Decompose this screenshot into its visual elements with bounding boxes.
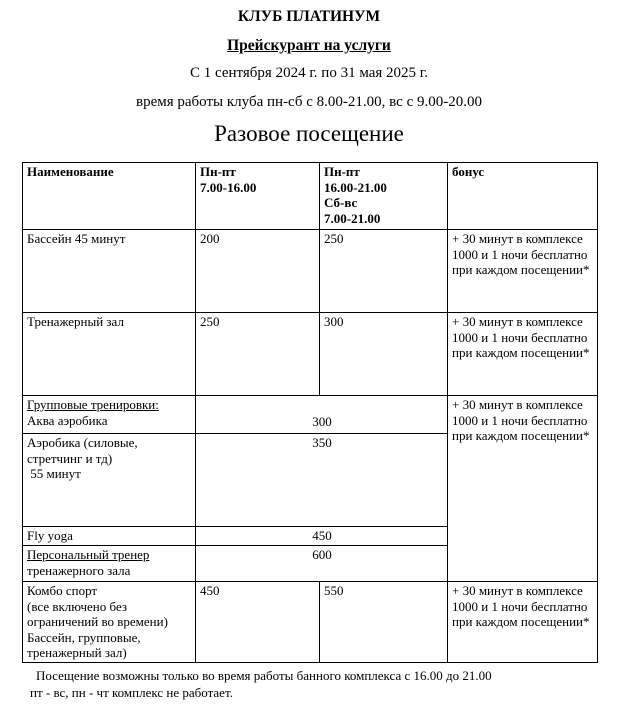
table-row <box>23 396 598 434</box>
table-row <box>23 230 598 313</box>
header-bonus: бонус <box>448 163 598 230</box>
price-trainer: 600 <box>196 546 448 582</box>
table-header-row <box>23 163 598 230</box>
bonus-group: + 30 минут в комплексе 1000 и 1 ночи бесплатно при каждом посещении* <box>448 396 598 582</box>
row-name-pool: Бассейн 45 минут <box>23 230 196 313</box>
row-name-gym: Тренажерный зал <box>23 313 196 396</box>
price-list-subtitle: Прейскурант на услуги <box>227 37 391 54</box>
combo-name-line3: Бассейн, групповые, тренажерный зал) <box>27 629 141 660</box>
price-aqua: 300 <box>196 396 448 434</box>
row-name-combo <box>23 582 196 663</box>
bonus-combo: + 30 минут в комплексе 1000 и 1 ночи бесплатно при каждом посещении* <box>448 582 598 663</box>
price-pool-evening: 250 <box>320 230 448 313</box>
row-name-trainer <box>23 546 196 582</box>
header-name: Наименование <box>23 163 196 230</box>
price-gym-weekday: 250 <box>196 313 320 396</box>
row-name-aqua <box>23 396 196 434</box>
footnote-line1: Посещение возможны только во время работы банного комплекса с 16.00 до 21.00 <box>36 668 492 683</box>
header-col2-time: 16.00-21.00 <box>324 179 387 195</box>
header-col1-days: Пн-пт <box>200 164 236 179</box>
price-pool-weekday: 200 <box>196 230 320 313</box>
group-training-title: Групповые тренировки: <box>27 397 159 412</box>
header-col1-time: 7.00-16.00 <box>200 179 257 195</box>
header-evening-weekend <box>320 163 448 230</box>
price-gym-evening: 300 <box>320 313 448 396</box>
header-col2-weekend-time: 7.00-21.00 <box>324 210 381 226</box>
combo-name-line1: Комбо спорт <box>27 583 98 598</box>
price-combo-evening: 550 <box>320 582 448 663</box>
bonus-gym: + 30 минут в комплексе 1000 и 1 ночи бесплатно при каждом посещении* <box>448 313 598 396</box>
row-name-aerobics <box>23 434 196 527</box>
aerobics-duration: 55 минут <box>27 466 81 481</box>
trainer-name-line2: тренажерного зала <box>27 562 131 578</box>
table-row <box>23 313 598 396</box>
price-table <box>22 162 598 663</box>
aerobics-name: Аэробика (силовые, стретчинг и тд) <box>27 435 138 466</box>
price-aerobics: 350 <box>196 434 448 527</box>
validity-period: С 1 сентября 2024 г. по 31 мая 2025 г. <box>190 65 428 81</box>
aqua-aerobics-name: Аква аэробика <box>27 412 108 428</box>
table-row <box>23 582 598 663</box>
price-combo-weekday: 450 <box>196 582 320 663</box>
header-weekday-morning <box>196 163 320 230</box>
header-col2-weekend: Сб-вс <box>324 195 358 210</box>
footnote <box>26 667 606 701</box>
header-col2-days: Пн-пт <box>324 164 360 179</box>
section-title: Разовое посещение <box>214 121 404 146</box>
combo-name-line2: (все включено без ограничений во времени) <box>27 598 168 629</box>
row-name-flyyoga: Fly yoga <box>23 527 196 546</box>
trainer-name-line1: Персональный тренер <box>27 547 150 562</box>
club-name: КЛУБ ПЛАТИНУМ <box>237 8 381 25</box>
bonus-pool: + 30 минут в комплексе 1000 и 1 ночи бесплатно при каждом посещении* <box>448 230 598 313</box>
opening-hours: время работы клуба пн-сб с 8.00-21.00, вс с 9.00-20.00 <box>136 94 482 110</box>
footnote-line2: пт - вс, пн - чт комплекс не работает. <box>30 685 233 700</box>
price-flyyoga: 450 <box>196 527 448 546</box>
